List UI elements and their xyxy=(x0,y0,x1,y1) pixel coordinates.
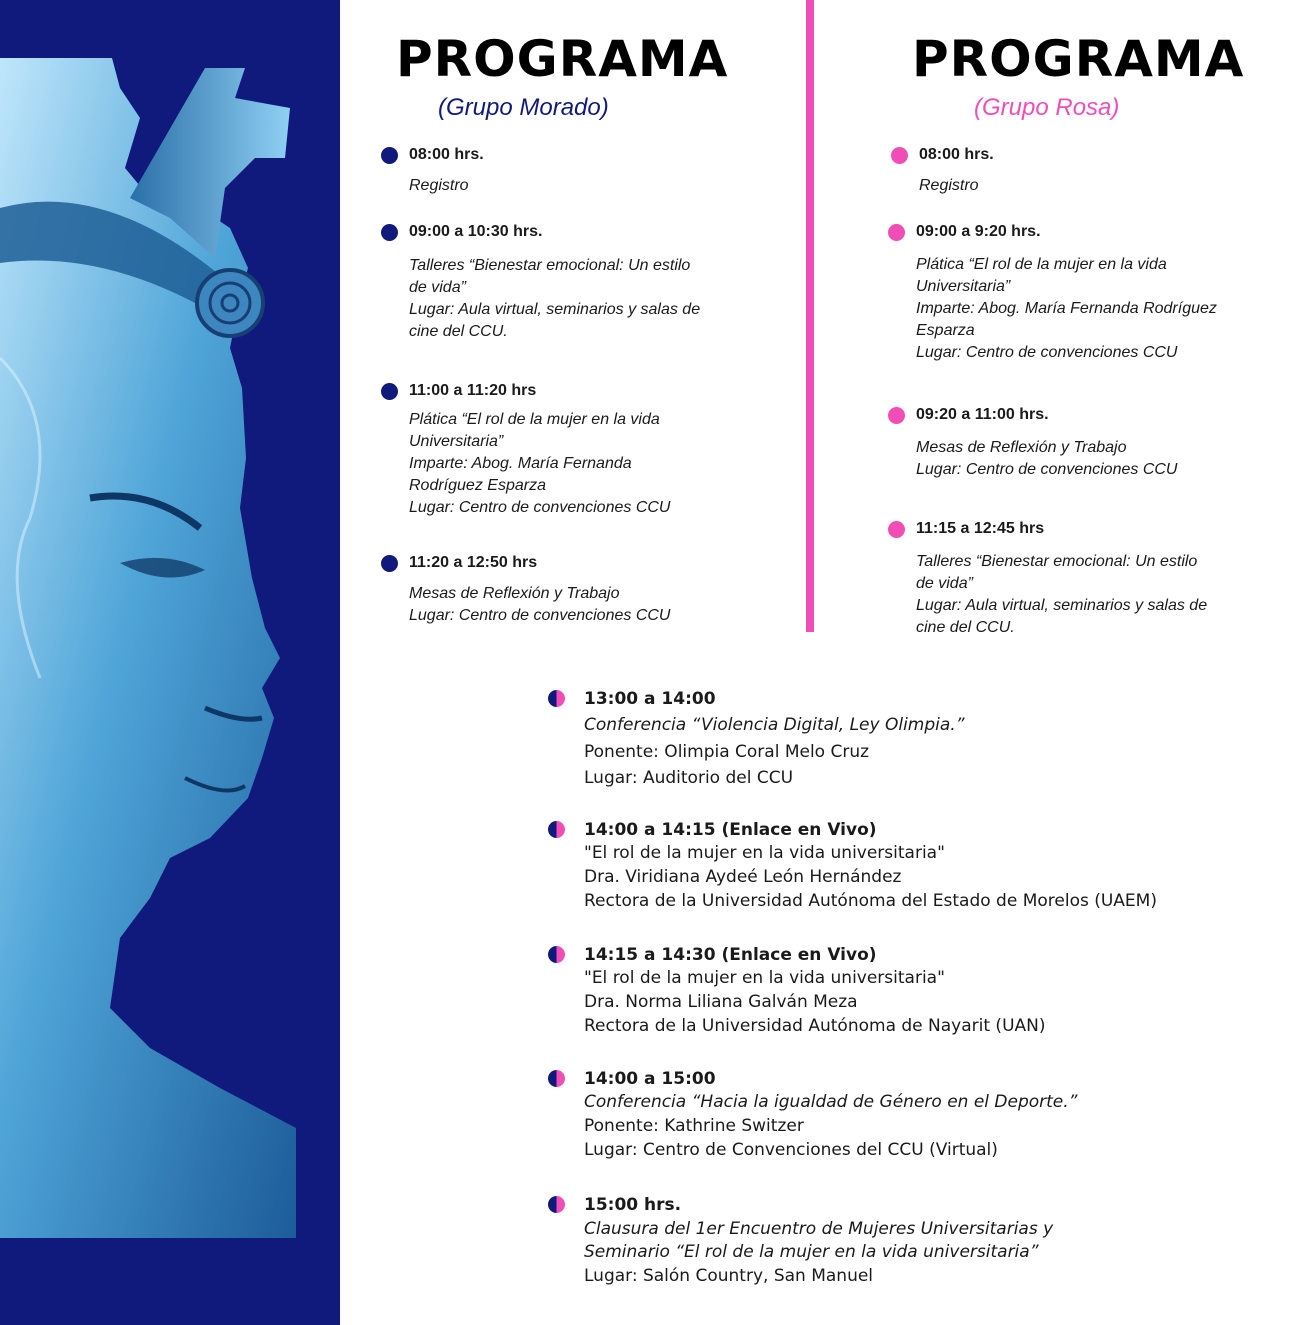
event-line: Universitaria” xyxy=(409,433,504,450)
event-time: 08:00 hrs. xyxy=(409,146,484,163)
purple-bullet-icon xyxy=(381,555,398,572)
pink-bullet-icon xyxy=(888,521,905,538)
event-line: Lugar: Aula virtual, seminarios y salas de xyxy=(916,597,1208,614)
event-line: Lugar: Aula virtual, seminarios y salas de xyxy=(409,301,701,318)
event-line: Lugar: Salón Country, San Manuel xyxy=(584,1266,874,1286)
event-line: Conferencia “Violencia Digital, Ley Olimpia.” xyxy=(584,715,965,735)
event-time: 15:00 hrs. xyxy=(584,1195,682,1215)
event-line: Esparza xyxy=(916,322,975,339)
half-circle-bullet-icon xyxy=(548,821,565,838)
purple-bullet-icon xyxy=(381,224,398,241)
event-time: 14:00 a 14:15 (Enlace en Vivo) xyxy=(584,820,877,840)
event-line: Lugar: Centro de Convenciones del CCU (Virtual) xyxy=(584,1140,998,1160)
event-line: Registro xyxy=(919,177,979,194)
purple-bullet-icon xyxy=(381,383,398,400)
event-line: Clausura del 1er Encuentro de Mujeres Universitarias y xyxy=(584,1219,1054,1239)
event-line: Lugar: Centro de convenciones CCU xyxy=(409,607,671,624)
event-line: Rodríguez Esparza xyxy=(409,477,546,494)
event-time: 09:00 a 9:20 hrs. xyxy=(916,223,1041,240)
event-line: Plática “El rol de la mujer en la vida xyxy=(409,411,660,428)
event-line: Imparte: Abog. María Fernanda xyxy=(409,455,632,472)
event-line: de vida” xyxy=(916,575,973,592)
half-circle-bullet-icon xyxy=(548,946,565,963)
event-line: Seminario “El rol de la mujer en la vida universitaria” xyxy=(584,1242,1039,1262)
event-time: 14:00 a 15:00 xyxy=(584,1069,716,1089)
purple-bullet-icon xyxy=(381,147,398,164)
event-line: Universitaria” xyxy=(916,278,1011,295)
event-time: 09:20 a 11:00 hrs. xyxy=(916,406,1049,423)
event-time: 09:00 a 10:30 hrs. xyxy=(409,223,543,240)
event-line: Dra. Norma Liliana Galván Meza xyxy=(584,992,858,1012)
event-line: Registro xyxy=(409,177,469,194)
event-line: Rectora de la Universidad Autónoma de Nayarit (UAN) xyxy=(584,1016,1046,1036)
pink-bullet-icon xyxy=(891,147,908,164)
purple-group-subtitle: (Grupo Morado) xyxy=(438,94,609,121)
event-line: Plática “El rol de la mujer en la vida xyxy=(916,256,1167,273)
event-line: Talleres “Bienestar emocional: Un estilo xyxy=(409,257,691,274)
pink-bullet-icon xyxy=(888,407,905,424)
event-time: 11:20 a 12:50 hrs xyxy=(409,554,538,571)
statue-illustration xyxy=(0,58,296,1238)
event-line: Lugar: Centro de convenciones CCU xyxy=(409,499,671,516)
purple-program-header xyxy=(396,30,729,88)
pink-program-title: PROGRAMA xyxy=(912,30,1245,88)
purple-program-title: PROGRAMA xyxy=(396,30,729,88)
pink-bullet-icon xyxy=(888,224,905,241)
half-circle-bullet-icon xyxy=(548,690,565,707)
event-line: Mesas de Reflexión y Trabajo xyxy=(916,439,1127,456)
pink-group-subtitle: (Grupo Rosa) xyxy=(974,94,1120,121)
event-line: cine del CCU. xyxy=(916,619,1015,636)
sidebar-panel xyxy=(0,0,340,1325)
event-line: "El rol de la mujer en la vida universitaria" xyxy=(584,843,945,863)
pink-program-header xyxy=(912,30,1245,88)
event-line: "El rol de la mujer en la vida universitaria" xyxy=(584,968,945,988)
event-line: Ponente: Kathrine Switzer xyxy=(584,1116,804,1136)
event-line: Lugar: Centro de convenciones CCU xyxy=(916,344,1178,361)
half-circle-bullet-icon xyxy=(548,1070,565,1087)
event-line: Talleres “Bienestar emocional: Un estilo xyxy=(916,553,1198,570)
event-line: Lugar: Auditorio del CCU xyxy=(584,768,794,788)
event-line: Lugar: Centro de convenciones CCU xyxy=(916,461,1178,478)
event-time: 13:00 a 14:00 xyxy=(584,689,716,709)
event-line: Dra. Viridiana Aydeé León Hernández xyxy=(584,867,902,887)
event-time: 11:00 a 11:20 hrs xyxy=(409,382,537,399)
event-line: de vida” xyxy=(409,279,466,296)
event-time: 14:15 a 14:30 (Enlace en Vivo) xyxy=(584,945,877,965)
half-circle-bullet-icon xyxy=(548,1196,565,1213)
event-line: Ponente: Olimpia Coral Melo Cruz xyxy=(584,742,870,762)
event-line: Rectora de la Universidad Autónoma del Estado de Morelos (UAEM) xyxy=(584,891,1157,911)
event-line: Imparte: Abog. María Fernanda Rodríguez xyxy=(916,300,1217,317)
event-line: Mesas de Reflexión y Trabajo xyxy=(409,585,620,602)
event-time: 08:00 hrs. xyxy=(919,146,994,163)
column-divider xyxy=(806,0,814,632)
event-line: cine del CCU. xyxy=(409,323,508,340)
event-line: Conferencia “Hacia la igualdad de Género en el Deporte.” xyxy=(584,1092,1078,1112)
event-time: 11:15 a 12:45 hrs xyxy=(916,520,1045,537)
